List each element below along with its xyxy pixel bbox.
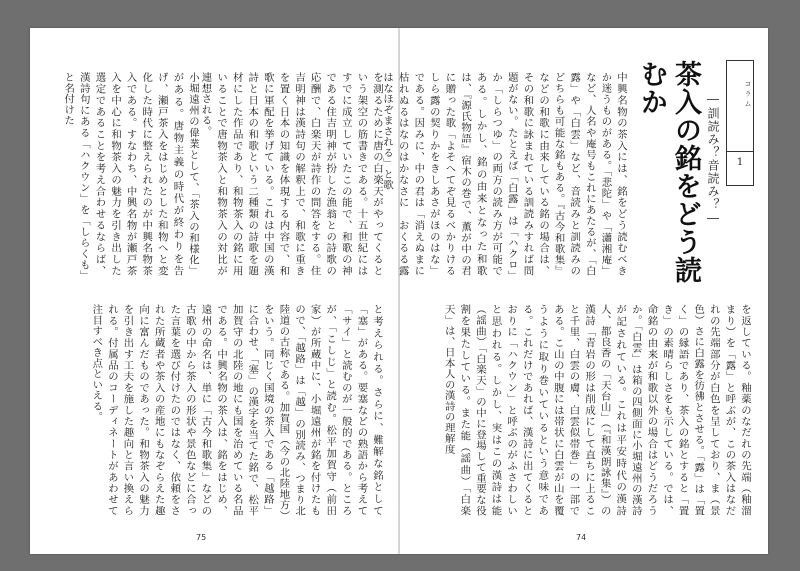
page-title: 茶入の銘をどう読むか [636,60,701,284]
right-page-bottom-text: を返している。釉薬のなだれの先端（釉溜まり）を「露」と呼ぶが、この茶入はなだれの先端部分が白色を呈しており、ま（景色）さに白露を彷彿とさせる。「露」は「置く」の縁語であり、茶入の銘とすると「置き」の素晴らしさをも示している。では、命銘の由来が和歌以外の場合はどうだろうか。「白雲」は箱の四側面に小堀遠州の漢詩が記されている。これは平安時代の漢詩人、都良香の「天台山」（『和漢朗詠集』）の漢詩「青岩の形は削成にして直ちに上ること千里、白雲の膚、白雲似帯巻」の一部である。こ山の中腹には帯状に白雲が山を覆うように取り巻いているという意味である。これだけであれば、漢詩に出てくるとおりに「ハクウン」と呼ぶのがふさわしいと思われる。しかし、実はこの漢詩は能（謡曲）「白楽天」の中に登場して重要な役割を果たしている。また能（謡曲）「白楽天」は、日本人の漢詩の理解度 [442,304,751,516]
right-page-top-text: 中興名物の茶入には、銘をどう読むべきか迷うものがある。「悲陀」や「瀟湘庵」など、人名や庵号もこれにあたるが、「白露」や「白雲」など、音読みと訓読みのどちらも可能な銘もある。『古今和歌集』などの和歌に由来している銘の場合は、その和歌に詠まれている訓読みすれば問題がない。たとえば「白露」は「ハクロ」か「しらつゆ」の両方の読み方が可能である。しかし、銘の由来となった和歌は、『源氏物語』宿木の巻で、薫が中の君に贈った歌「よそへてぞ見るべかりけるしら露の契りかをきしあさがほのはな」である。因みに、中の君は「消えぬまに枯れぬるはなのはかなさに おくるる露はなほぞまされる」と歌 [381,72,627,276]
title-block [632,60,722,300]
column-number: 1 [736,157,744,168]
right-page [381,28,768,554]
left-folio: 75 [196,533,207,542]
left-page-top-text: を測るために唐の白楽天がやってくるという架空の筋書きである。十五世紀にはすでに成立していたこの能で、和歌の神である住吉明神が扮した漁翁との詩歌の応酬で、白楽天が詩作の問答をする。住吉明神は漢詩句の解釈上で、和歌に重きを置く日本の知識を体現する内容で、和歌に軍配を挙げている。これは中国の漢詩と日本の和歌という二種類の詩歌を題材にした作品であり、和物茶入の銘に用いることで唐物茶入と和物茶入の対比が連想される。 [199,72,383,276]
column-tab [726,60,754,186]
left-page-bottom-text: と考えられる。さらに、難解な銘として「塞」がある。要塞などの熟語から考えて「サイ」と読むのが一般的である。ところが、「こしじ」と読む。松平加賀守（前田家）が所蔵中に、小堀遠州が銘を付けたもので、「越路」は「越」の別読み、つまり北陸道の古称である。加賀国（今の北陸地方）をいう。同じく国境の茶入である「越路」に合わせ、「塞」の漢字を当てた銘で、松平加賀守の北陸の地にも国を治めている名品である。中興名物の茶入は、銘をはじめ、遠州の命名は、単に「古今和歌集」などの古歌の中から茶入の形状や景色などに合った言葉を選び付けたのではなく、依頼をされた所蔵者や茶入の産地にもなぞらえた趣向に富んだものであった。和物茶入の魅力を引き出す工夫を施した趣向と言い換えられる。付属品のコーディネートがあわせて注目すべき点といえる。 [90,304,383,516]
column-label: コラム [744,80,752,110]
left-page [30,28,400,554]
right-folio: 74 [576,533,587,542]
column-rule [727,151,753,152]
page-subtitle: ―訓読み？音読み？― [706,92,720,226]
left-page-mid-text: 小堀遠州の偉業として、「茶入の和様化」がある。唐物主義の時代が終わりを告げ、瀬戸茶入をはじめとした和物へと変化した時代に整えられたのが中興名物茶入である。すなわち、中興名物が瀬戸茶入を中心に和物茶入の魅力を引き出した選定であることを考え合わせるならば、漢詩句にある「ハクウン」を「しらくも」と名付けた [62,72,199,276]
